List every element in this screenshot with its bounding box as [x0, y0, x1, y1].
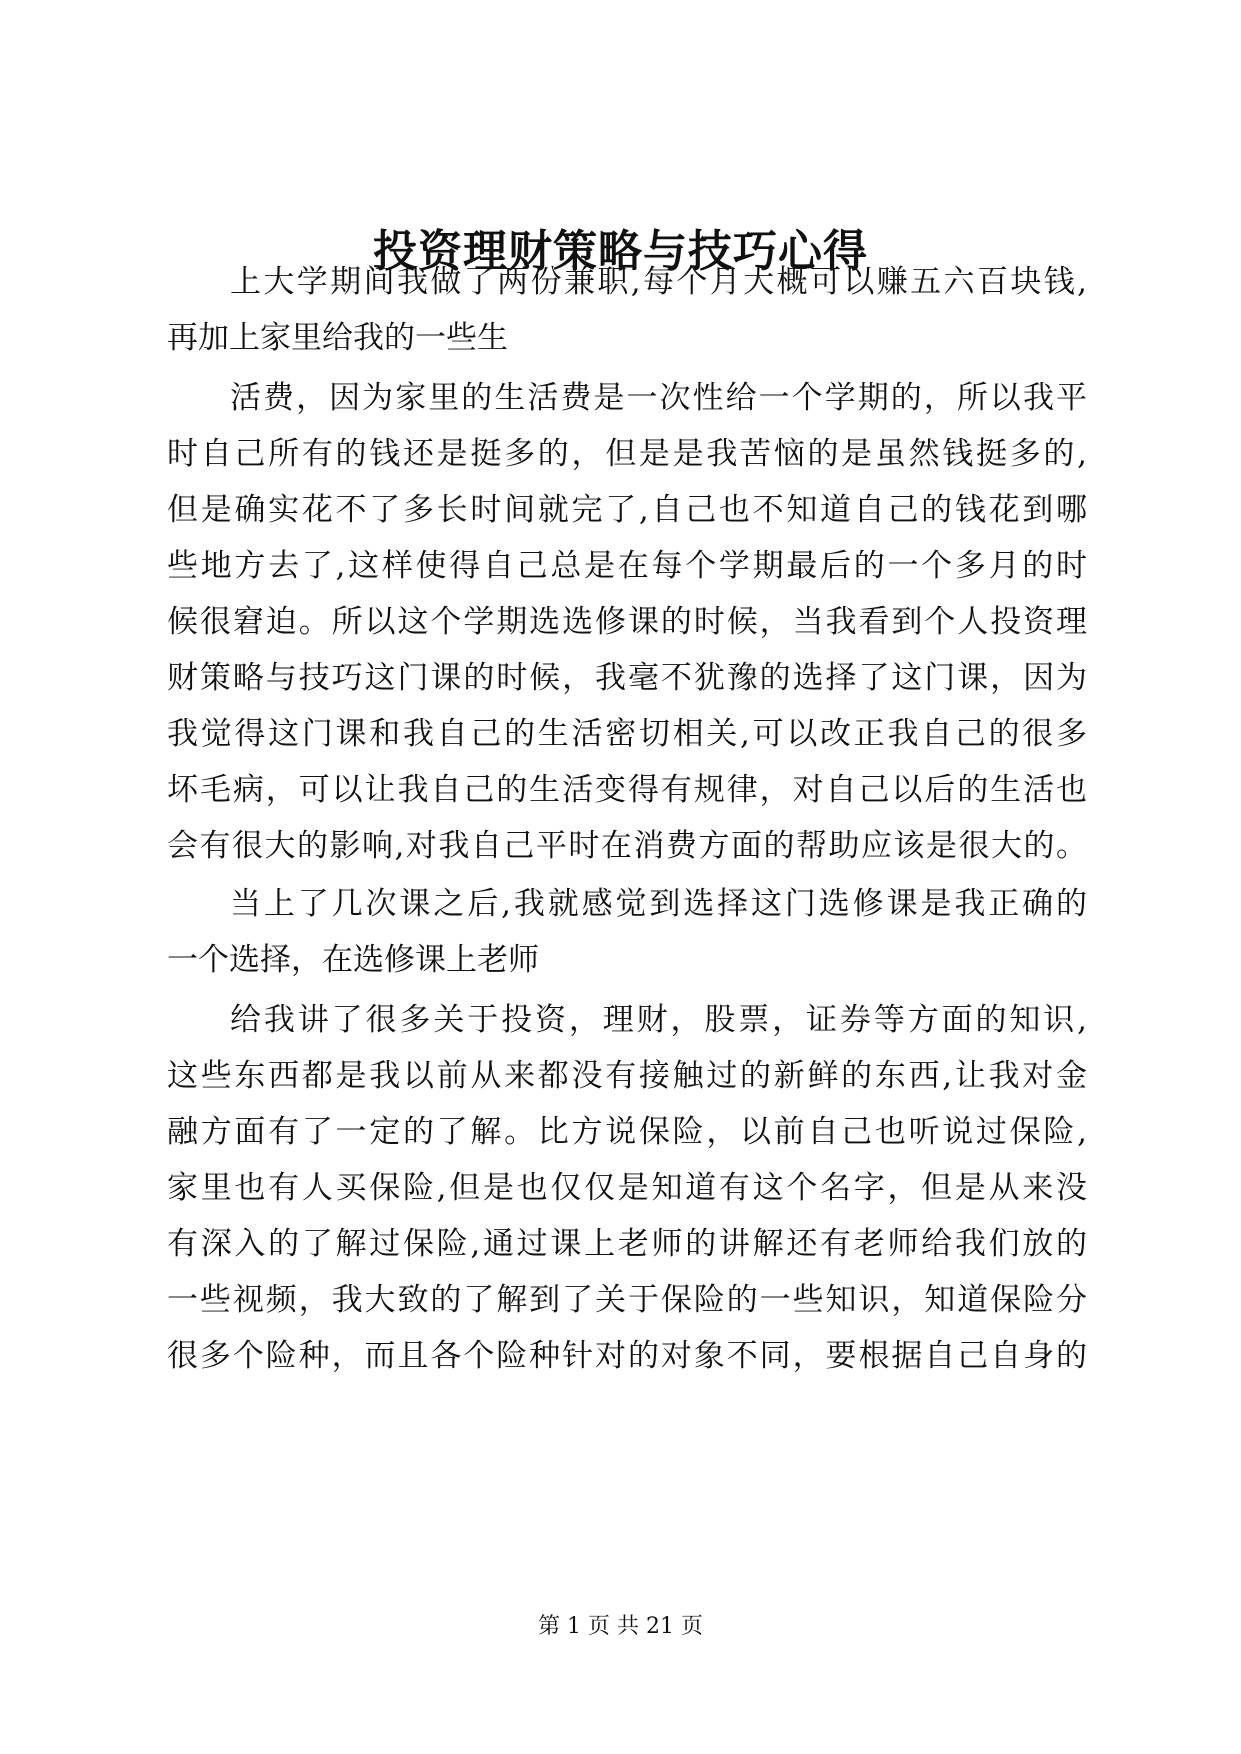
page-number: 第 1 页 共 21 页: [538, 1614, 703, 1639]
body-line: 坏毛病，可以让我自己的生活变得有规律，对自己以后的生活也: [167, 772, 1087, 808]
body-line: 融方面有了一定的了解。比方说保险，以前自己也听说过保险,: [167, 1114, 1087, 1150]
document-title: 投资理财策略与技巧心得: [373, 226, 868, 277]
body-line: 时自己所有的钱还是挺多的，但是是我苦恼的是虽然钱挺多的,: [167, 436, 1087, 472]
body-line: 些地方去了,这样使得自己总是在每个学期最后的一个多月的时: [167, 548, 1087, 584]
body-line: 给我讲了很多关于投资，理财，股票，证券等方面的知识,: [230, 1002, 1087, 1038]
body-line: 这些东西都是我以前从来都没有接触过的新鲜的东西,让我对金: [167, 1058, 1087, 1094]
body-line: 一个选择，在选修课上老师: [167, 942, 539, 978]
body-line: 一些视频，我大致的了解到了关于保险的一些知识，知道保险分: [167, 1282, 1087, 1318]
body-line: 财策略与技巧这门课的时候，我毫不犹豫的选择了这门课，因为: [167, 660, 1087, 696]
body-line: 上大学期间我做了两份兼职,每个月大概可以赚五六百块钱,: [230, 264, 1087, 300]
body-line: 但是确实花不了多长时间就完了,自己也不知道自己的钱花到哪: [167, 492, 1087, 528]
body-line: 家里也有人买保险,但是也仅仅是知道有这个名字，但是从来没: [167, 1170, 1087, 1206]
body-line: 当上了几次课之后,我就感觉到选择这门选修课是我正确的: [230, 886, 1087, 922]
body-line: 会有很大的影响,对我自己平时在消费方面的帮助应该是很大的。: [167, 828, 1087, 864]
body-line: 活费，因为家里的生活费是一次性给一个学期的，所以我平: [230, 380, 1087, 416]
body-line: 很多个险种，而且各个险种针对的对象不同，要根据自己自身的: [167, 1338, 1087, 1374]
body-line: 再加上家里给我的一些生: [167, 320, 508, 356]
body-line: 有深入的了解过保险,通过课上老师的讲解还有老师给我们放的: [167, 1226, 1087, 1262]
body-line: 我觉得这门课和我自己的生活密切相关,可以改正我自己的很多: [167, 716, 1087, 752]
body-line: 候很窘迫。所以这个学期选选修课的时候，当我看到个人投资理: [167, 604, 1087, 640]
